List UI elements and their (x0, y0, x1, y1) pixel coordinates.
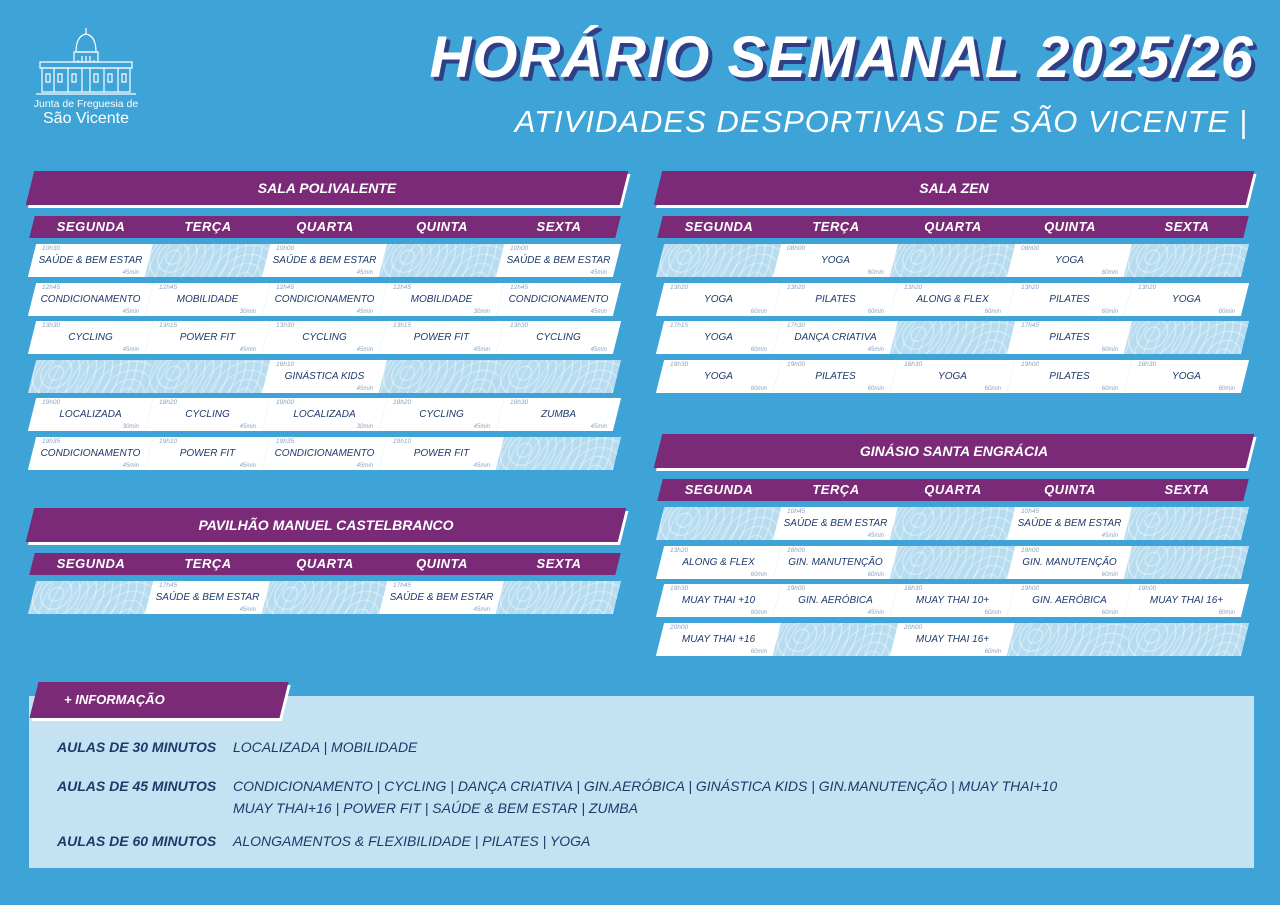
info-row-value: MUAY THAI+16 | POWER FIT | SAÚDE & BEM ESTAR | ZUMBA (233, 800, 638, 816)
class-duration: 45min (590, 424, 607, 430)
class-cell (266, 437, 383, 470)
class-cell (1128, 360, 1245, 393)
class-name: SAÚDE & BEM ESTAR (155, 592, 260, 603)
day-header-sexta (1128, 216, 1246, 238)
class-cell (500, 283, 617, 316)
class-name: LOCALIZADA (293, 409, 356, 420)
class-time: 10h00 (510, 245, 529, 252)
class-cell (894, 283, 1011, 316)
empty-cell (149, 244, 266, 277)
class-duration: 60min (750, 610, 767, 616)
class-duration: 60min (1101, 610, 1118, 616)
class-time: 19h10 (393, 437, 412, 445)
class-name: YOGA (1055, 255, 1084, 266)
day-label: QUINTA (1044, 482, 1096, 497)
class-cell (660, 584, 777, 617)
class-time: 19h10 (159, 437, 178, 445)
class-time: 13h20 (787, 283, 806, 291)
class-duration: 60min (984, 308, 1001, 315)
info-tab-label: + INFORMAÇÃO (64, 692, 165, 707)
class-duration: 45min (590, 270, 607, 276)
empty-cell (894, 244, 1011, 277)
class-duration: 45min (356, 347, 373, 353)
day-header-quarta (266, 553, 384, 575)
day-header-terca (777, 479, 895, 501)
class-time: 10h00 (276, 245, 295, 252)
empty-cell (266, 581, 383, 614)
class-duration: 45min (473, 607, 490, 613)
logo (26, 24, 146, 134)
day-header-segunda (660, 216, 778, 238)
class-time: 16h10 (276, 360, 295, 368)
class-cell (1011, 244, 1128, 277)
empty-cell (894, 546, 1011, 579)
class-cell (894, 584, 1011, 617)
info-row-30 (57, 739, 417, 755)
day-header-quarta (894, 216, 1012, 238)
class-duration: 60min (1101, 270, 1118, 276)
empty-cell (383, 244, 500, 277)
day-header-terca (149, 216, 267, 238)
info-row-label: AULAS DE 30 MINUTOS (57, 739, 217, 755)
empty-cell (500, 437, 617, 470)
day-header-quarta (266, 216, 384, 238)
class-name: CONDICIONAMENTO (508, 293, 609, 305)
class-time: 12h45 (42, 283, 61, 291)
class-cell (777, 244, 894, 277)
class-cell (383, 581, 500, 614)
class-duration: 45min (239, 462, 256, 469)
day-header-sexta (500, 216, 618, 238)
class-name: CONDICIONAMENTO (40, 293, 141, 305)
class-name: YOGA (704, 293, 733, 305)
day-label: TERÇA (184, 219, 232, 234)
class-time: 20h00 (670, 623, 689, 631)
class-name: CONDICIONAMENTO (274, 447, 375, 459)
class-cell (149, 321, 266, 354)
class-cell (149, 581, 266, 614)
class-name: CYCLING (185, 409, 230, 420)
class-time: 19h00 (276, 399, 295, 406)
day-header-sexta (500, 553, 618, 575)
class-time: 12h45 (510, 283, 529, 291)
class-name: ALONG & FLEX (682, 556, 755, 568)
class-cell (1128, 283, 1245, 316)
day-header-segunda (660, 479, 778, 501)
class-duration: 60min (750, 571, 767, 578)
class-time: 18h30 (904, 585, 923, 592)
class-name: GIN. AERÓBICA (798, 595, 873, 606)
class-name: LOCALIZADA (59, 409, 122, 420)
class-duration: 60min (1101, 385, 1118, 392)
day-label: SEGUNDA (56, 556, 126, 571)
class-duration: 45min (473, 347, 490, 353)
class-cell (777, 507, 894, 540)
class-duration: 45min (867, 610, 884, 616)
class-name: YOGA (704, 370, 733, 382)
class-time: 18h30 (670, 585, 689, 592)
day-label: SEGUNDA (56, 219, 126, 234)
class-duration: 60min (984, 610, 1001, 616)
class-duration: 45min (122, 347, 139, 353)
class-time: 19h00 (787, 360, 806, 368)
class-cell (266, 398, 383, 431)
empty-cell (777, 623, 894, 656)
class-cell (1011, 584, 1128, 617)
empty-cell (894, 321, 1011, 354)
class-name: SAÚDE & BEM ESTAR (389, 592, 494, 603)
class-name: PILATES (815, 370, 856, 382)
class-cell (777, 546, 894, 579)
class-time: 13h20 (670, 546, 689, 554)
class-duration: 60min (867, 385, 884, 392)
class-duration: 45min (590, 308, 607, 315)
class-cell (894, 360, 1011, 393)
class-name: ZUMBA (541, 409, 576, 420)
class-cell (777, 584, 894, 617)
class-cell (32, 437, 149, 470)
class-time: 19h00 (1021, 585, 1040, 592)
class-duration: 60min (750, 347, 767, 353)
day-label: SEXTA (536, 219, 582, 234)
class-time: 18h20 (159, 399, 178, 406)
class-duration: 30min (239, 308, 256, 315)
empty-cell (149, 360, 266, 393)
class-time: 13h30 (276, 322, 295, 329)
class-name: ALONG & FLEX (916, 293, 989, 305)
class-cell (1011, 283, 1128, 316)
empty-cell (1128, 321, 1245, 354)
class-cell (1011, 507, 1128, 540)
class-duration: 60min (867, 270, 884, 276)
class-time: 13h15 (159, 322, 178, 329)
class-name: DANÇA CRIATIVA (794, 332, 877, 343)
class-time: 18h30 (670, 360, 689, 368)
class-time: 18h20 (393, 399, 412, 406)
class-duration: 30min (356, 424, 373, 430)
class-name: YOGA (938, 370, 967, 382)
class-name: CYCLING (302, 332, 347, 343)
info-row-value: LOCALIZADA | MOBILIDADE (233, 739, 418, 755)
class-duration: 60min (867, 308, 884, 315)
day-label: TERÇA (812, 219, 860, 234)
class-cell (32, 398, 149, 431)
class-name: PILATES (1049, 332, 1090, 343)
section-title: SALA ZEN (919, 180, 989, 196)
class-duration: 60min (867, 571, 884, 578)
class-cell (32, 283, 149, 316)
class-duration: 60min (1101, 571, 1118, 578)
class-cell (383, 398, 500, 431)
class-cell (266, 283, 383, 316)
day-label: QUARTA (296, 219, 354, 234)
class-cell (500, 398, 617, 431)
day-label: SEGUNDA (684, 219, 754, 234)
class-cell (777, 360, 894, 393)
day-header-sexta (1128, 479, 1246, 501)
class-time: 13h20 (1138, 283, 1157, 291)
class-cell (149, 398, 266, 431)
class-time: 19h00 (1138, 585, 1157, 592)
class-duration: 45min (473, 424, 490, 430)
class-cell (266, 360, 383, 393)
info-row-45 (57, 778, 1057, 794)
class-time: 17h45 (393, 582, 412, 589)
class-name: SAÚDE & BEM ESTAR (506, 255, 611, 266)
class-duration: 45min (1101, 533, 1118, 539)
class-name: YOGA (1172, 370, 1201, 382)
class-time: 08h00 (1021, 245, 1040, 252)
class-time: 12h45 (276, 283, 295, 291)
class-name: CYCLING (68, 332, 113, 343)
class-name: SAÚDE & BEM ESTAR (1017, 518, 1122, 529)
class-duration: 45min (122, 308, 139, 315)
class-duration: 45min (356, 385, 373, 392)
day-header-terca (149, 553, 267, 575)
class-name: SAÚDE & BEM ESTAR (783, 518, 888, 529)
empty-cell (660, 244, 777, 277)
class-name: MUAY THAI 16+ (1149, 595, 1224, 606)
info-row-60 (57, 833, 590, 849)
info-row-label: AULAS DE 45 MINUTOS (57, 778, 217, 794)
class-time: 13h15 (393, 322, 412, 329)
empty-cell (1011, 623, 1128, 656)
class-duration: 60min (750, 385, 767, 392)
class-time: 19h35 (42, 437, 61, 445)
day-label: TERÇA (812, 482, 860, 497)
class-duration: 45min (867, 533, 884, 539)
class-name: MUAY THAI 10+ (915, 595, 990, 606)
class-time: 08h00 (787, 245, 806, 252)
day-header-quarta (894, 479, 1012, 501)
class-time: 13h20 (670, 283, 689, 291)
class-time: 10h45 (787, 508, 806, 515)
class-cell (1128, 584, 1245, 617)
info-row-label: AULAS DE 60 MINUTOS (57, 833, 217, 849)
day-header-terca (777, 216, 895, 238)
palace-icon (34, 24, 138, 96)
day-header-quinta (1011, 216, 1129, 238)
class-cell (660, 321, 777, 354)
class-duration: 45min (356, 308, 373, 315)
class-time: 10h45 (1021, 508, 1040, 515)
class-name: CYCLING (419, 409, 464, 420)
class-name: MOBILIDADE (176, 293, 239, 305)
class-cell (1011, 546, 1128, 579)
info-row-value: CONDICIONAMENTO | CYCLING | DANÇA CRIATIVA | GIN.AERÓBICA | GINÁSTICA KIDS | GIN.MANUTENÇÃO | MUAY THAI+10 (233, 778, 1058, 794)
class-name: CONDICIONAMENTO (274, 293, 375, 305)
class-cell (266, 244, 383, 277)
class-duration: 45min (590, 347, 607, 353)
class-cell (383, 437, 500, 470)
empty-cell (32, 360, 149, 393)
class-time: 17h45 (159, 582, 178, 589)
class-time: 13h30 (42, 322, 61, 329)
class-cell (32, 244, 149, 277)
day-label: SEXTA (1164, 219, 1210, 234)
empty-cell (894, 507, 1011, 540)
day-label: QUARTA (924, 482, 982, 497)
class-cell (500, 244, 617, 277)
class-time: 17h30 (787, 322, 806, 329)
day-label: SEXTA (1164, 482, 1210, 497)
class-cell (1011, 360, 1128, 393)
class-cell (149, 283, 266, 316)
class-duration: 45min (239, 607, 256, 613)
class-cell (660, 623, 777, 656)
logo-line-2: São Vicente (43, 110, 129, 127)
day-header-segunda (32, 553, 150, 575)
class-name: MUAY THAI 16+ (915, 633, 990, 645)
class-time: 20h00 (904, 623, 923, 631)
info-tab (34, 682, 284, 718)
class-name: PILATES (815, 293, 856, 305)
page-subtitle: ATIVIDADES DESPORTIVAS DE SÃO VICENTE | (514, 104, 1248, 139)
class-duration: 60min (984, 648, 1001, 655)
empty-cell (1128, 507, 1245, 540)
class-cell (660, 360, 777, 393)
info-row-value: ALONGAMENTOS & FLEXIBILIDADE | PILATES | YOGA (233, 833, 591, 849)
day-label: TERÇA (184, 556, 232, 571)
class-time: 18h00 (787, 546, 806, 554)
class-cell (149, 437, 266, 470)
info-row-45-cont (57, 800, 638, 816)
class-cell (266, 321, 383, 354)
class-duration: 60min (750, 648, 767, 655)
empty-cell (32, 581, 149, 614)
class-duration: 45min (239, 424, 256, 430)
class-cell (894, 623, 1011, 656)
class-name: MUAY THAI +10 (681, 595, 756, 606)
class-time: 18h00 (1021, 546, 1040, 554)
day-label: QUINTA (416, 219, 468, 234)
empty-cell (1128, 546, 1245, 579)
empty-cell (500, 360, 617, 393)
class-name: MOBILIDADE (410, 293, 473, 305)
empty-cell (1128, 244, 1245, 277)
day-label: QUINTA (1044, 219, 1096, 234)
class-duration: 60min (750, 308, 767, 315)
day-header-quinta (1011, 479, 1129, 501)
class-time: 18h30 (1138, 360, 1157, 368)
class-duration: 45min (867, 347, 884, 353)
class-name: SAÚDE & BEM ESTAR (272, 255, 377, 266)
class-cell (32, 321, 149, 354)
class-name: PILATES (1049, 370, 1090, 382)
class-cell (1011, 321, 1128, 354)
class-name: SAÚDE & BEM ESTAR (38, 255, 143, 266)
section-title: GINÁSIO SANTA ENGRÁCIA (859, 443, 1049, 459)
class-name: POWER FIT (413, 332, 470, 343)
day-label: SEXTA (536, 556, 582, 571)
class-time: 19h00 (1021, 360, 1040, 368)
empty-cell (1128, 623, 1245, 656)
class-time: 18h30 (904, 360, 923, 368)
class-duration: 60min (1218, 610, 1235, 616)
class-duration: 45min (122, 462, 139, 469)
class-duration: 45min (356, 270, 373, 276)
empty-cell (383, 360, 500, 393)
class-time: 13h20 (1021, 283, 1040, 291)
class-duration: 30min (473, 308, 490, 315)
day-header-quinta (383, 553, 501, 575)
class-name: MUAY THAI +16 (681, 633, 756, 645)
class-time: 13h30 (510, 322, 529, 329)
day-label: SEGUNDA (684, 482, 754, 497)
class-cell (777, 283, 894, 316)
class-cell (777, 321, 894, 354)
class-cell (500, 321, 617, 354)
day-header-segunda (32, 216, 150, 238)
class-cell (660, 283, 777, 316)
empty-cell (660, 507, 777, 540)
class-name: POWER FIT (179, 332, 236, 343)
class-name: YOGA (821, 255, 850, 266)
class-time: 19h00 (42, 399, 61, 406)
day-header-quinta (383, 216, 501, 238)
class-name: PILATES (1049, 293, 1090, 305)
class-duration: 60min (1101, 347, 1118, 353)
class-duration: 45min (473, 462, 490, 469)
class-name: GIN. MANUTENÇÃO (788, 556, 883, 568)
page-title: HORÁRIO SEMANAL 2025/26 (429, 25, 1254, 90)
class-name: CYCLING (536, 332, 581, 343)
class-duration: 60min (984, 385, 1001, 392)
day-label: QUARTA (924, 219, 982, 234)
day-label: QUARTA (296, 556, 354, 571)
class-time: 17h45 (1021, 322, 1040, 329)
class-cell (383, 321, 500, 354)
class-name: POWER FIT (413, 447, 470, 459)
class-time: 17h15 (670, 322, 689, 329)
class-name: GINÁSTICA KIDS (284, 370, 365, 382)
section-title: PAVILHÃO MANUEL CASTELBRANCO (198, 517, 454, 533)
empty-cell (500, 581, 617, 614)
class-time: 10h30 (42, 245, 61, 252)
class-time: 13h20 (904, 283, 923, 291)
class-duration: 45min (239, 347, 256, 353)
class-duration: 45min (356, 462, 373, 469)
class-time: 19h35 (276, 437, 295, 445)
day-label: QUINTA (416, 556, 468, 571)
class-duration: 30min (122, 424, 139, 430)
section-title: SALA POLIVALENTE (257, 180, 397, 196)
class-time: 12h45 (393, 283, 412, 291)
class-time: 12h45 (159, 283, 178, 291)
class-time: 19h00 (787, 585, 806, 592)
class-cell (383, 283, 500, 316)
class-name: GIN. MANUTENÇÃO (1022, 556, 1117, 568)
class-duration: 60min (1101, 308, 1118, 315)
class-duration: 60min (1218, 308, 1235, 315)
class-name: POWER FIT (179, 447, 236, 459)
class-duration: 60min (1218, 385, 1235, 392)
logo-line-1: Junta de Freguesia de (33, 98, 139, 110)
class-name: GIN. AERÓBICA (1032, 595, 1107, 606)
class-duration: 45min (122, 270, 139, 276)
class-cell (660, 546, 777, 579)
class-name: YOGA (704, 332, 733, 343)
class-time: 18h30 (510, 399, 529, 406)
class-name: CONDICIONAMENTO (40, 447, 141, 459)
class-name: YOGA (1172, 293, 1201, 305)
